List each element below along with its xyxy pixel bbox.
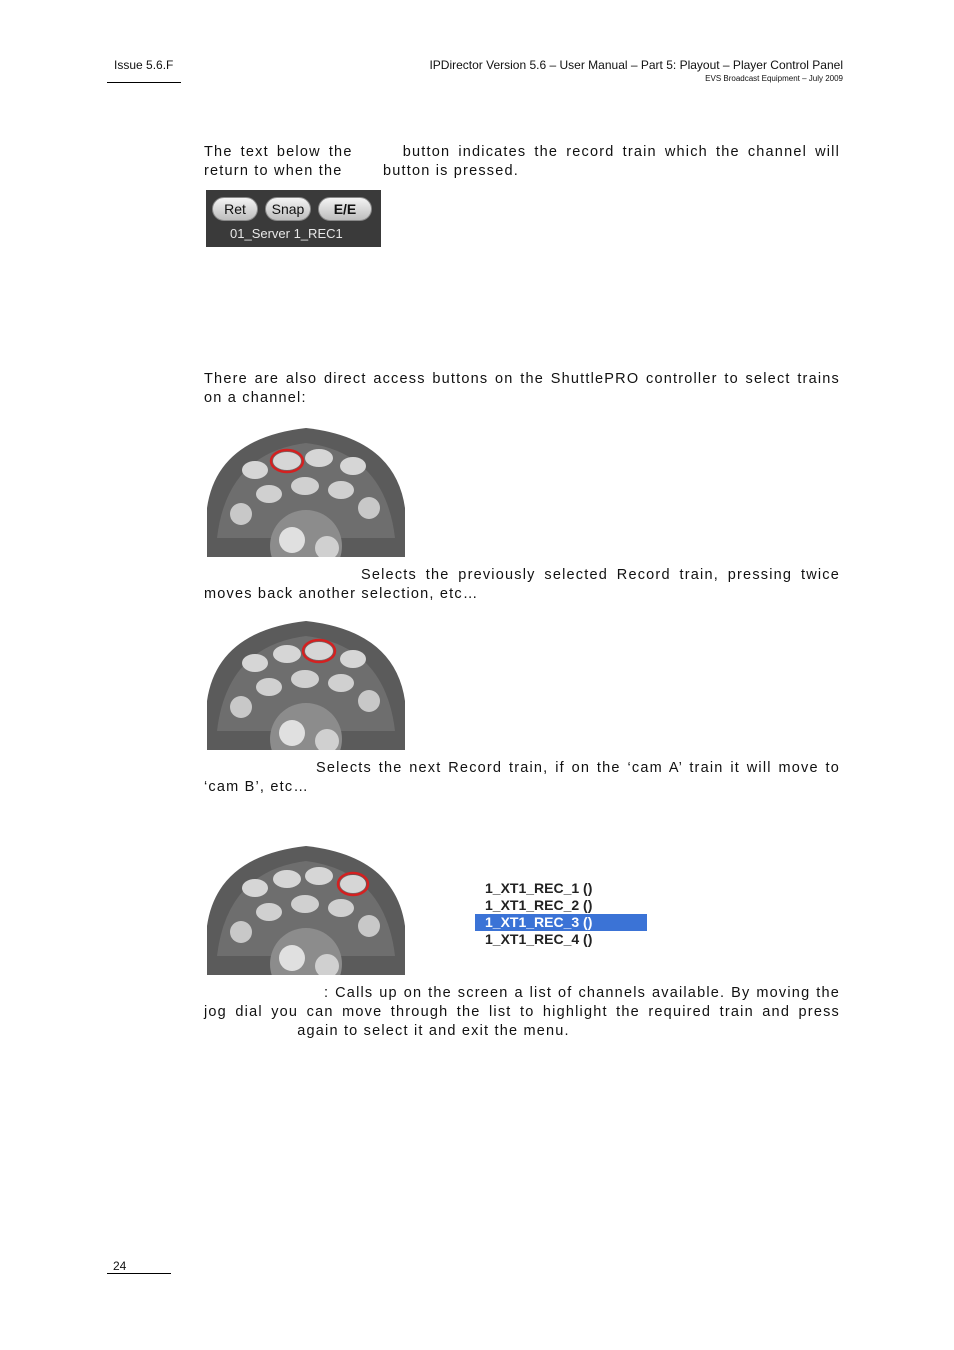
paragraph-direct-access: There are also direct access buttons on the ShuttlePRO controller to select trains on a channel: [204, 371, 840, 406]
header-rule [107, 82, 181, 83]
channel-list-item[interactable]: 1_XT1_REC_2 () [485, 897, 593, 913]
para1-part2: button indicates the record train which the channel will return to when the [204, 144, 841, 179]
record-train-panel [206, 190, 381, 247]
channel-list [475, 880, 647, 948]
paragraph-menu [204, 984, 840, 1041]
issue-label: Issue 5.6.F [114, 58, 174, 72]
document-subtitle: EVS Broadcast Equipment – July 2009 [705, 74, 843, 83]
paragraph-next-train: Selects the next Record train, if on the ‘cam A’ train it will move to ‘cam B’, etc… [204, 760, 840, 795]
para5-part2: again to select it and exit the menu. [297, 1023, 570, 1039]
paragraph-return-train [204, 143, 840, 181]
paragraph-previous-train: Selects the previously selected Record train, pressing twice moves back another selection, etc… [204, 567, 840, 602]
shuttlepro-controller-previous-image [207, 418, 405, 557]
shuttlepro-controller-next-image [207, 611, 405, 750]
record-train-label: 01_Server 1_REC1 [230, 226, 343, 241]
para5-part1: : Calls up on the screen a list of channels available. By moving the jog dial you can move through the list to highlight the required train and press [204, 985, 840, 1020]
channel-list-item[interactable]: 1_XT1_REC_4 () [485, 931, 593, 947]
para1-part3: button is pressed. [382, 163, 520, 179]
channel-list-item-selected[interactable]: 1_XT1_REC_3 () [475, 914, 647, 931]
channel-list-item[interactable]: 1_XT1_REC_1 () [485, 880, 593, 896]
document-title: IPDirector Version 5.6 – User Manual – Part 5: Playout – Player Control Panel [429, 58, 843, 72]
ret-button[interactable]: Ret [212, 197, 258, 221]
footer-rule [107, 1273, 171, 1274]
snap-button[interactable]: Snap [265, 197, 311, 221]
page-number: 24 [113, 1259, 127, 1273]
para1-part1: The text below the [204, 144, 353, 160]
shuttlepro-controller-menu-image [207, 836, 405, 975]
ee-button[interactable]: E/E [318, 197, 372, 221]
